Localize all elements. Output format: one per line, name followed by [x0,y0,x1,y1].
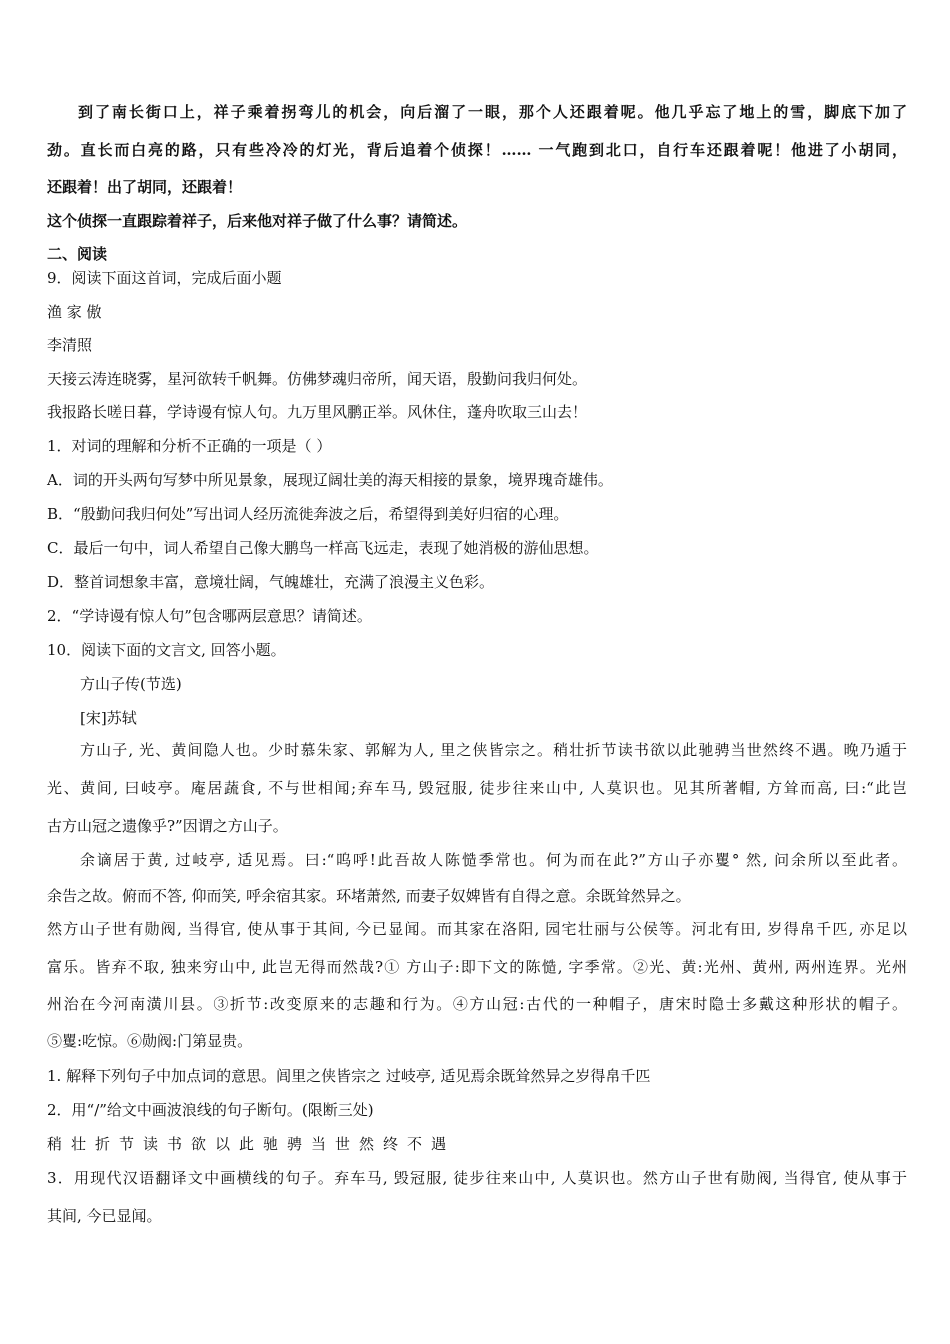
q10-sub2-text: 稍壮折节读书欲以此驰骋当世然终不遇 [47,1135,456,1153]
option-d: D．整首词想象丰富，意境壮阔，气魄雄壮，充满了浪漫主义色彩。 [47,573,495,591]
para1-line-1: 方山子, 光、黄间隐人也。少时慕朱家、郭解为人, 里之侠皆宗之。稍壮折节读书欲以此驰骋当世然终不遇。晚乃遁于 [80,741,907,759]
q10-sub3-line-2: 其间, 今已显闻。 [47,1207,162,1225]
para3-line-2: 富乐。皆弃不取, 独来穷山中, 此岂无得而然哉?① 方山子:即下文的陈慥, 字季常。②光、黄:光州、黄州, 两州连界。光州 [47,958,907,976]
para3-line-1: 然方山子世有勋阀, 当得官, 使从事于其间, 今已显闻。而其家在洛阳, 园宅壮丽与公侯等。河北有田, 岁得帛千匹, 亦足以 [47,920,907,938]
para3-line-4: ⑤矍:吃惊。⑥勋阀:门第显贵。 [47,1032,253,1050]
para2-line-1: 余谪居于黄, 过岐亭, 适见焉。曰:“呜呼!此吾故人陈慥季常也。何为而在此?”方山子亦矍° 然, 问余所以至此者。 [80,851,907,869]
option-a: A．词的开头两句写梦中所见景象，展现辽阔壮美的海天相接的景象，境界瑰奇雄伟。 [47,471,613,489]
option-c: C．最后一句中，词人希望自己像大鹏鸟一样高飞远走，表现了她消极的游仙思想。 [47,539,599,557]
q9-prompt: 9．阅读下面这首词，完成后面小题 [47,269,282,287]
poem-line-1: 天接云涛连晓雾，星河欲转千帆舞。仿佛梦魂归帝所，闻天语，殷勤问我归何处。 [47,370,588,388]
q10-sub1: 1. 解释下列句子中加点词的意思。闾里之侠皆宗之 过岐亭, 适见焉余既耸然异之岁得帛千匹 [47,1067,651,1085]
q10-prompt: 10．阅读下面的文言文, 回答小题。 [47,641,286,659]
para1-line-3: 古方山冠之遗像乎?”因谓之方山子。 [47,817,288,835]
passage-line-3: 还跟着！出了胡同，还跟着！ [47,178,243,196]
question-8: 这个侦探一直跟踪着祥子，后来他对祥子做了什么事？请简述。 [47,212,468,230]
poem-title: 渔 家 傲 [47,303,102,321]
q9-sub2: 2．“学诗谩有惊人句”包含哪两层意思？请简述。 [47,607,372,625]
q10-sub2: 2．用“/”给文中画波浪线的句子断句。(限断三处) [47,1101,374,1119]
q10-title: 方山子传(节选) [80,675,182,693]
option-b: B．“殷勤问我归何处”写出词人经历流徙奔波之后，希望得到美好归宿的心理。 [47,505,569,523]
poem-author: 李清照 [47,336,93,354]
para3-line-3: 州治在今河南潢川县。③折节:改变原来的志趣和行为。④方山冠:古代的一种帽子，唐宋时隐士多戴这种形状的帽子。 [47,995,907,1013]
passage-line-2: 劲。直长而白亮的路，只有些冷冷的灯光，背后追着个侦探！…… 一气跑到北口，自行车还跟着呢！他进了小胡同， [47,141,907,159]
poem-line-2: 我报路长嗟日暮，学诗谩有惊人句。九万里风鹏正举。风休住，蓬舟吹取三山去！ [47,403,588,421]
para2-line-2: 余告之故。俯而不答, 仰而笑, 呼余宿其家。环堵萧然, 而妻子奴婢皆有自得之意。余既耸然异之。 [47,887,691,905]
q10-sub3-line-1: 3．用现代汉语翻译文中画横线的句子。弃车马, 毁冠服, 徒步往来山中, 人莫识也。然方山子世有勋阀, 当得官, 使从事于 [47,1169,907,1187]
q9-sub1: 1．对词的理解和分析不正确的一项是（ ） [47,437,332,455]
q10-author: [宋]苏轼 [80,709,137,727]
section-title: 二、阅读 [47,245,108,263]
para1-line-2: 光、黄间, 曰岐亭。庵居蔬食, 不与世相闻;弃车马, 毁冠服, 徒步往来山中, 人莫识也。见其所著帽, 方耸而高, 曰:“此岂 [47,779,907,797]
passage-line-1: 到了南长街口上，祥子乘着拐弯儿的机会，向后溜了一眼，那个人还跟着呢。他几乎忘了地上的雪，脚底下加了 [78,103,907,121]
